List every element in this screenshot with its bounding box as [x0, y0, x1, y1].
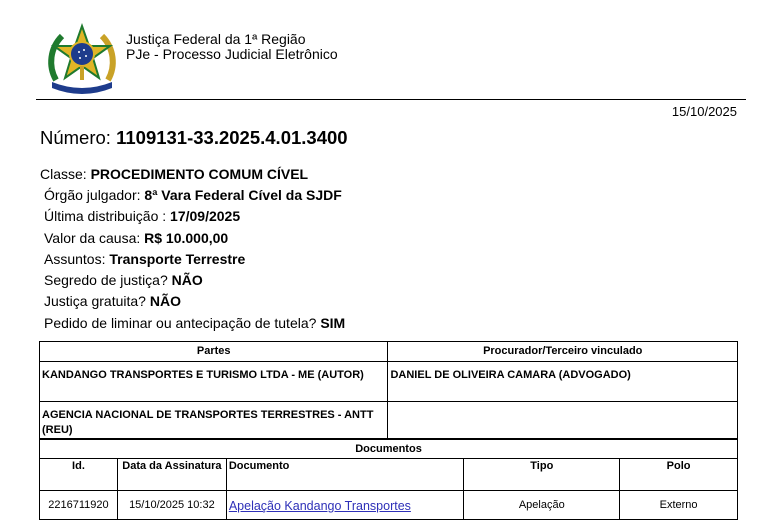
- doc-polo-cell: Externo: [620, 491, 738, 520]
- field-distribuicao: [44, 208, 240, 224]
- field-value: NÃO: [171, 272, 203, 288]
- table-row: [40, 362, 738, 402]
- procurador-header: Procurador/Terceiro vinculado: [388, 342, 738, 362]
- field-label: Órgão julgador:: [44, 187, 141, 203]
- org-line-2: PJe - Processo Judicial Eletrônico: [126, 46, 338, 62]
- organization-name: [126, 32, 338, 62]
- procurador-cell: DANIEL DE OLIVEIRA CAMARA (ADVOGADO): [388, 362, 738, 402]
- col-documento-header: Documento: [226, 459, 464, 491]
- parte-cell: KANDANGO TRANSPORTES E TURISMO LTDA - ME (AUTOR): [40, 362, 388, 402]
- doc-documento-cell: [226, 491, 464, 520]
- field-segredo: [44, 272, 203, 288]
- field-assuntos: [44, 251, 245, 267]
- field-value: R$ 10.000,00: [144, 230, 229, 246]
- field-value: 17/09/2025: [170, 208, 241, 224]
- field-gratuita: [44, 293, 181, 309]
- documentos-table: [39, 439, 738, 520]
- field-orgao: [44, 187, 342, 203]
- field-value: SIM: [320, 315, 346, 331]
- field-value: PROCEDIMENTO COMUM CÍVEL: [90, 166, 309, 182]
- field-value: NÃO: [149, 293, 181, 309]
- partes-table: [39, 341, 738, 439]
- field-liminar: [44, 315, 345, 331]
- field-label: Última distribuição :: [44, 208, 167, 224]
- process-number: [40, 127, 348, 149]
- coat-of-arms-brazil-icon: [46, 22, 118, 96]
- col-polo-header: Polo: [620, 459, 738, 491]
- field-value: 8ª Vara Federal Cível da SJDF: [144, 187, 342, 203]
- field-label: Segredo de justiça?: [44, 272, 168, 288]
- process-number-label: Número:: [40, 127, 111, 148]
- procurador-cell: [388, 402, 738, 439]
- field-label: Valor da causa:: [44, 230, 141, 246]
- field-value: Transporte Terrestre: [109, 251, 246, 267]
- table-row: [40, 402, 738, 439]
- header-divider: [36, 99, 746, 100]
- table-row: [40, 491, 738, 520]
- document-link[interactable]: Apelação Kandango Transportes: [228, 499, 411, 513]
- partes-header: Partes: [40, 342, 388, 362]
- doc-id-cell: 2216711920: [40, 491, 118, 520]
- print-date: 15/10/2025: [671, 104, 737, 119]
- doc-data-cell: 15/10/2025 10:32: [117, 491, 226, 520]
- field-classe: [40, 166, 308, 182]
- document-header: [0, 0, 762, 100]
- col-data-header: Data da Assinatura: [117, 459, 226, 491]
- documentos-caption: Documentos: [40, 440, 738, 459]
- col-id-header: Id.: [40, 459, 118, 491]
- field-label: Justiça gratuita?: [44, 293, 146, 309]
- parte-cell: AGENCIA NACIONAL DE TRANSPORTES TERRESTRES - ANTT (REU): [40, 402, 388, 439]
- process-number-value: 1109131-33.2025.4.01.3400: [116, 127, 348, 148]
- col-tipo-header: Tipo: [464, 459, 620, 491]
- field-valor: [44, 230, 228, 246]
- field-label: Assuntos:: [44, 251, 106, 267]
- field-label: Pedido de liminar ou antecipação de tutela?: [44, 315, 317, 331]
- field-label: Classe:: [40, 166, 87, 182]
- org-line-1: Justiça Federal da 1ª Região: [126, 31, 306, 47]
- doc-tipo-cell: Apelação: [464, 491, 620, 520]
